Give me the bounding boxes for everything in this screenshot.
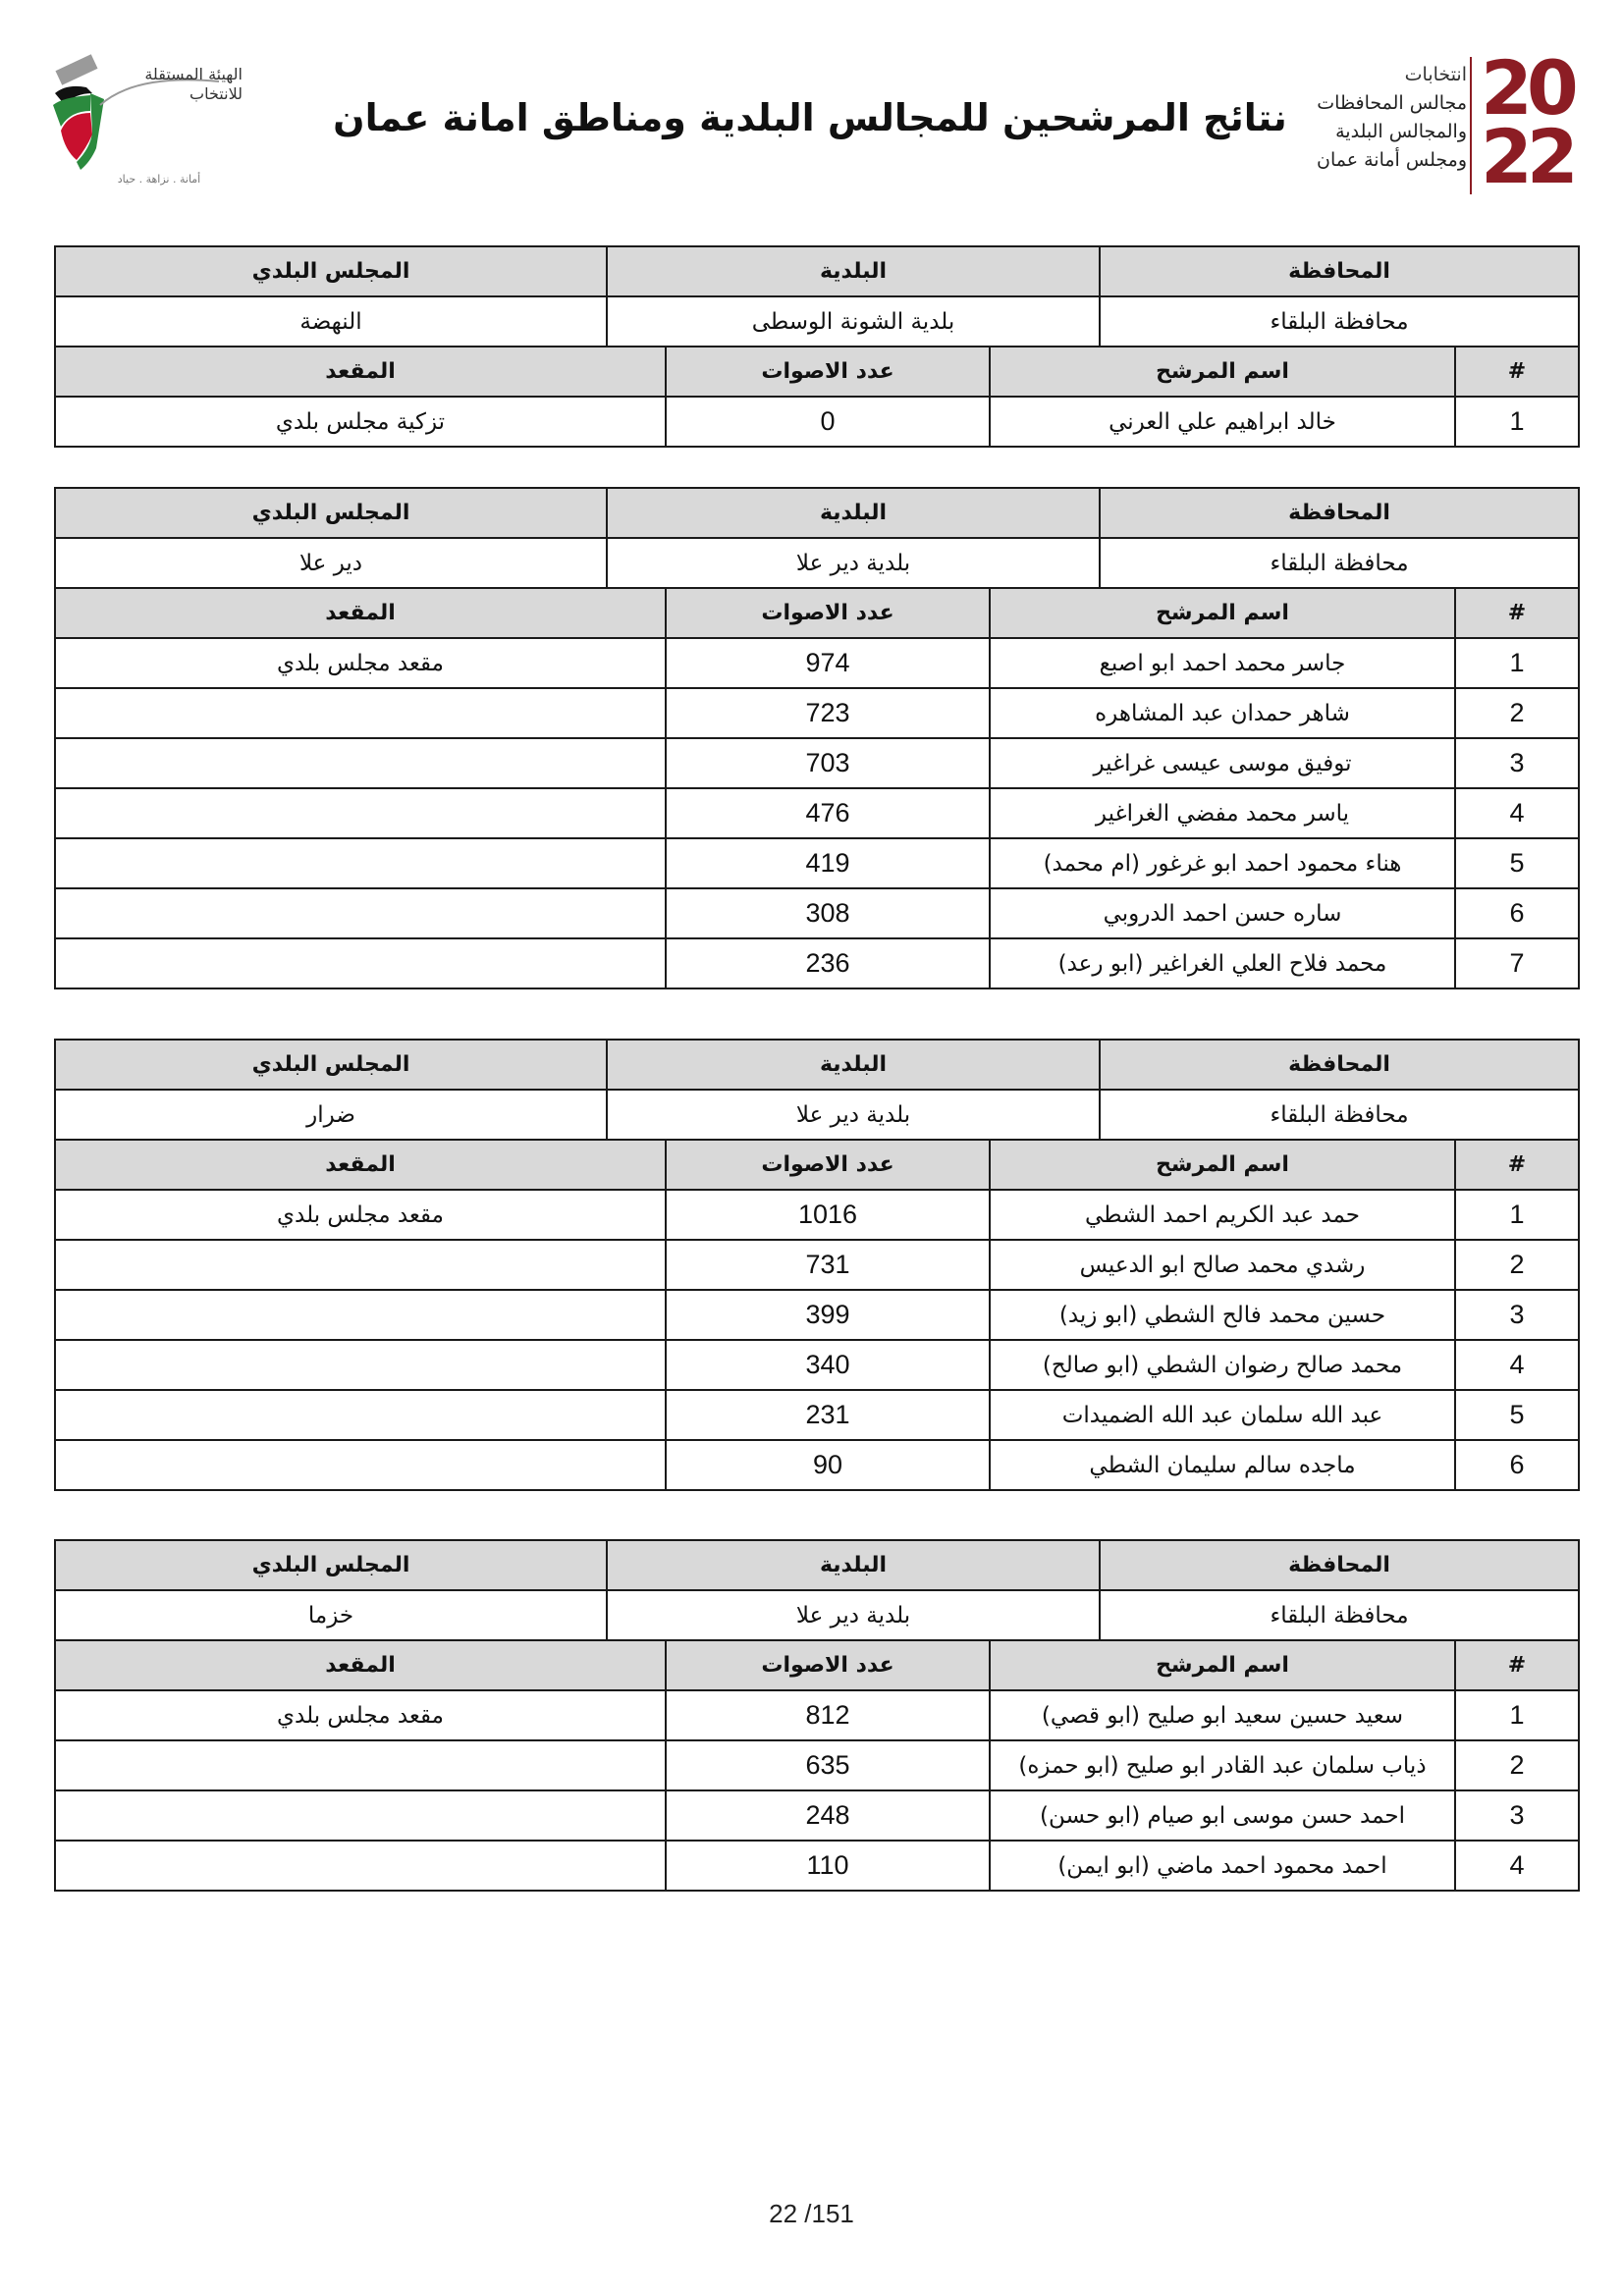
- governorate-value: محافظة البلقاء: [1100, 296, 1579, 347]
- candidate-name: خالد ابراهيم علي العرني: [990, 397, 1455, 447]
- row-index: 5: [1455, 1390, 1579, 1440]
- table-row: [55, 1240, 1579, 1290]
- seat-value: [55, 1290, 666, 1340]
- seat-header: المقعد: [55, 1140, 666, 1190]
- vote-count: 635: [666, 1740, 990, 1790]
- vote-count: 703: [666, 738, 990, 788]
- results-block-2: [54, 487, 1578, 989]
- seat-value: مقعد مجلس بلدي: [55, 1690, 666, 1740]
- seat-value: [55, 888, 666, 938]
- candidate-header: اسم المرشح: [990, 588, 1455, 638]
- vote-count: 476: [666, 788, 990, 838]
- governorate-value: محافظة البلقاء: [1100, 1590, 1579, 1640]
- candidate-header: اسم المرشح: [990, 1640, 1455, 1690]
- candidate-name: جاسر محمد احمد ابو اصبع: [990, 638, 1455, 688]
- seat-value: مقعد مجلس بلدي: [55, 1190, 666, 1240]
- row-index: 2: [1455, 688, 1579, 738]
- seat-value: مقعد مجلس بلدي: [55, 638, 666, 688]
- row-index: 3: [1455, 738, 1579, 788]
- row-index: 1: [1455, 397, 1579, 447]
- seat-header: المقعد: [55, 1640, 666, 1690]
- index-header: #: [1455, 347, 1579, 397]
- municipality-header: البلدية: [607, 1040, 1100, 1090]
- row-index: 3: [1455, 1790, 1579, 1841]
- table-row: [55, 938, 1579, 988]
- vote-count: 419: [666, 838, 990, 888]
- municipality-value: بلدية الشونة الوسطى: [607, 296, 1100, 347]
- iec-tagline: أمانة . نزاهة . حياد: [117, 173, 201, 186]
- elections-logo-text: [1294, 61, 1467, 175]
- candidate-name: سعيد حسين سعيد ابو صليح (ابو قصي): [990, 1690, 1455, 1740]
- table-row: [55, 688, 1579, 738]
- table-row: [55, 1190, 1579, 1240]
- candidate-name: محمد صالح رضوان الشطي (ابو صالح): [990, 1340, 1455, 1390]
- results-block-1: [54, 245, 1578, 448]
- candidate-name: محمد فلاح العلي الغراغير (ابو رعد): [990, 938, 1455, 988]
- governorate-header: المحافظة: [1100, 246, 1579, 296]
- municipality-header: البلدية: [607, 246, 1100, 296]
- elections-line2: مجالس المحافظات: [1317, 92, 1467, 114]
- candidate-name: توفيق موسى عيسى غراغير: [990, 738, 1455, 788]
- council-header: المجلس البلدي: [55, 1040, 607, 1090]
- candidate-name: احمد محمود احمد ماضي (ابو ايمن): [990, 1841, 1455, 1891]
- candidate-header: اسم المرشح: [990, 347, 1455, 397]
- candidate-name: عبد الله سلمان عبد الله الضميدات: [990, 1390, 1455, 1440]
- row-index: 4: [1455, 788, 1579, 838]
- elections-line3: والمجالس البلدية: [1335, 121, 1467, 142]
- table-row: [55, 1790, 1579, 1841]
- table-row: [55, 1690, 1579, 1740]
- candidate-name: احمد حسن موسى ابو صيام (ابو حسن): [990, 1790, 1455, 1841]
- table-row: [55, 788, 1579, 838]
- candidate-name: ذياب سلمان عبد القادر ابو صليح (ابو حمزه): [990, 1740, 1455, 1790]
- vote-count: 110: [666, 1841, 990, 1891]
- governorate-header: المحافظة: [1100, 1540, 1579, 1590]
- row-index: 2: [1455, 1240, 1579, 1290]
- vote-count: 0: [666, 397, 990, 447]
- governorate-value: محافظة البلقاء: [1100, 538, 1579, 588]
- index-header: #: [1455, 1640, 1579, 1690]
- governorate-value: محافظة البلقاء: [1100, 1090, 1579, 1140]
- row-index: 1: [1455, 1690, 1579, 1740]
- candidate-name: حمد عبد الكريم احمد الشطي: [990, 1190, 1455, 1240]
- vote-count: 340: [666, 1340, 990, 1390]
- seat-header: المقعد: [55, 347, 666, 397]
- vote-count: 723: [666, 688, 990, 738]
- year-logo: [1481, 44, 1587, 200]
- elections-line4: ومجلس أمانة عمان: [1317, 149, 1467, 171]
- index-header: #: [1455, 588, 1579, 638]
- year-top: 20: [1481, 44, 1573, 132]
- vote-count: 399: [666, 1290, 990, 1340]
- vote-count: 236: [666, 938, 990, 988]
- council-header: المجلس البلدي: [55, 1540, 607, 1590]
- candidate-name: شاهر حمدان عبد المشاهره: [990, 688, 1455, 738]
- vote-count: 90: [666, 1440, 990, 1490]
- table-row: [55, 1841, 1579, 1891]
- municipality-value: بلدية دير علا: [607, 538, 1100, 588]
- candidate-name: ساره حسن احمد الدروبي: [990, 888, 1455, 938]
- governorate-header: المحافظة: [1100, 1040, 1579, 1090]
- table-row: [55, 1740, 1579, 1790]
- votes-header: عدد الاصوات: [666, 1640, 990, 1690]
- iec-name: [110, 65, 243, 104]
- council-value: النهضة: [55, 296, 607, 347]
- seat-value: تزكية مجلس بلدي: [55, 397, 666, 447]
- row-index: 2: [1455, 1740, 1579, 1790]
- candidate-name: رشدي محمد صالح ابو الدعيس: [990, 1240, 1455, 1290]
- council-value: خزما: [55, 1590, 607, 1640]
- table-row: [55, 738, 1579, 788]
- candidate-header: اسم المرشح: [990, 1140, 1455, 1190]
- seat-value: [55, 688, 666, 738]
- vote-count: 248: [666, 1790, 990, 1841]
- table-row: [55, 888, 1579, 938]
- iec-name-line2: للانتخاب: [189, 84, 243, 103]
- council-header: المجلس البلدي: [55, 246, 607, 296]
- table-row: [55, 397, 1579, 447]
- seat-value: [55, 1740, 666, 1790]
- row-index: 6: [1455, 888, 1579, 938]
- table-row: [55, 1290, 1579, 1340]
- year-bottom: 22: [1481, 113, 1573, 200]
- row-index: 5: [1455, 838, 1579, 888]
- municipality-value: بلدية دير علا: [607, 1090, 1100, 1140]
- iec-name-line1: الهيئة المستقلة: [144, 65, 243, 83]
- seat-value: [55, 838, 666, 888]
- row-index: 3: [1455, 1290, 1579, 1340]
- vote-count: 974: [666, 638, 990, 688]
- seat-value: [55, 1841, 666, 1891]
- logo-divider: [1470, 57, 1472, 194]
- elections-word: انتخابات: [1404, 64, 1467, 85]
- vote-count: 308: [666, 888, 990, 938]
- vote-count: 231: [666, 1390, 990, 1440]
- page-title: نتائج المرشحين للمجالس البلدية ومناطق امانة عمان: [333, 96, 1287, 139]
- results-block-3: [54, 1039, 1578, 1491]
- candidate-name: ياسر محمد مفضي الغراغير: [990, 788, 1455, 838]
- seat-value: [55, 1790, 666, 1841]
- vote-count: 1016: [666, 1190, 990, 1240]
- council-value: دير علا: [55, 538, 607, 588]
- row-index: 1: [1455, 1190, 1579, 1240]
- candidate-name: حسين محمد فالح الشطي (ابو زيد): [990, 1290, 1455, 1340]
- row-index: 7: [1455, 938, 1579, 988]
- municipality-value: بلدية دير علا: [607, 1590, 1100, 1640]
- page-header: [0, 0, 1623, 216]
- table-row: [55, 1440, 1579, 1490]
- row-index: 4: [1455, 1340, 1579, 1390]
- table-row: [55, 838, 1579, 888]
- index-header: #: [1455, 1140, 1579, 1190]
- seat-value: [55, 1240, 666, 1290]
- seat-value: [55, 938, 666, 988]
- governorate-header: المحافظة: [1100, 488, 1579, 538]
- page-number: 22 /151: [769, 2199, 854, 2228]
- table-row: [55, 638, 1579, 688]
- votes-header: عدد الاصوات: [666, 1140, 990, 1190]
- seat-value: [55, 1390, 666, 1440]
- seat-value: [55, 788, 666, 838]
- seat-value: [55, 738, 666, 788]
- vote-count: 812: [666, 1690, 990, 1740]
- candidate-name: ماجده سالم سليمان الشطي: [990, 1440, 1455, 1490]
- row-index: 1: [1455, 638, 1579, 688]
- table-row: [55, 1340, 1579, 1390]
- vote-count: 731: [666, 1240, 990, 1290]
- seat-header: المقعد: [55, 588, 666, 638]
- seat-value: [55, 1340, 666, 1390]
- votes-header: عدد الاصوات: [666, 347, 990, 397]
- municipality-header: البلدية: [607, 1540, 1100, 1590]
- seat-value: [55, 1440, 666, 1490]
- municipality-header: البلدية: [607, 488, 1100, 538]
- row-index: 6: [1455, 1440, 1579, 1490]
- row-index: 4: [1455, 1841, 1579, 1891]
- votes-header: عدد الاصوات: [666, 588, 990, 638]
- council-value: ضرار: [55, 1090, 607, 1140]
- candidate-name: هناء محمود احمد ابو غرغور (ام محمد): [990, 838, 1455, 888]
- council-header: المجلس البلدي: [55, 488, 607, 538]
- table-row: [55, 1390, 1579, 1440]
- results-block-4: [54, 1539, 1578, 1892]
